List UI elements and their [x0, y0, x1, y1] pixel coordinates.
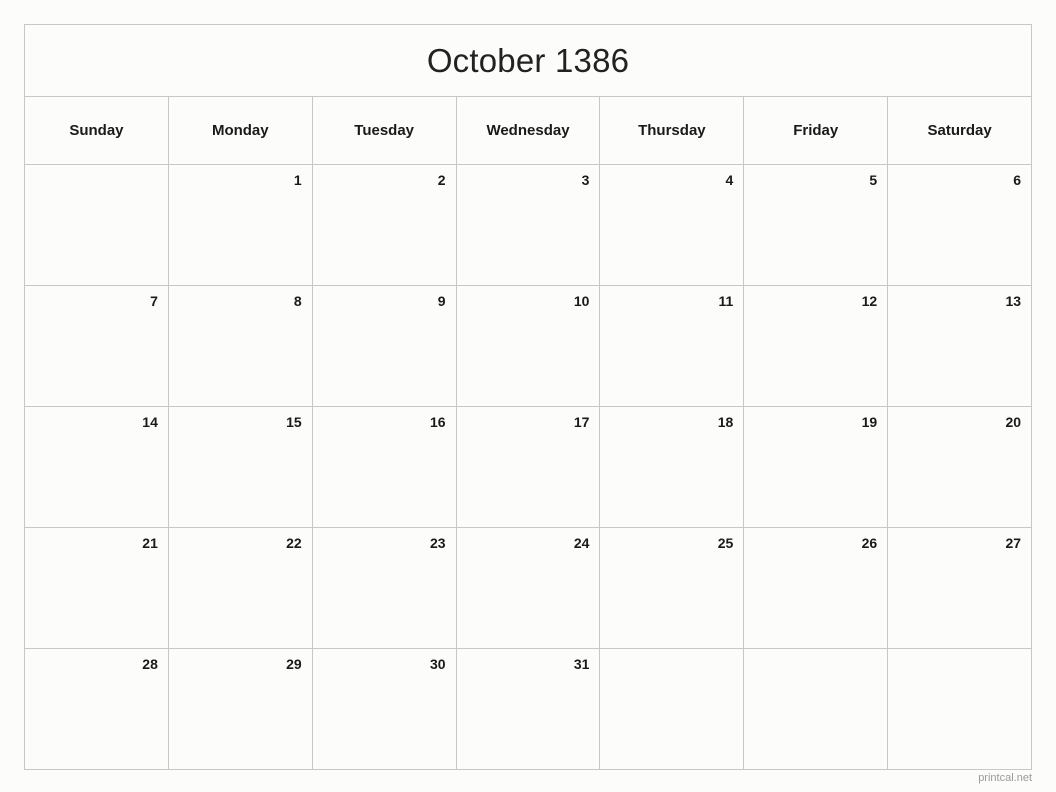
calendar-day-cell[interactable]	[25, 286, 169, 406]
day-number: 28	[142, 656, 158, 672]
day-number: 12	[861, 293, 878, 309]
day-number: 27	[1005, 535, 1022, 551]
calendar-day-cell[interactable]	[744, 649, 888, 769]
day-number: 5	[869, 172, 878, 188]
calendar-day-cell[interactable]	[888, 165, 1031, 285]
calendar-day-cell[interactable]	[744, 528, 888, 648]
calendar-week-row	[25, 528, 1031, 649]
day-number: 3	[581, 172, 590, 188]
calendar-week-row	[25, 286, 1031, 407]
day-number: 30	[430, 656, 446, 672]
day-number: 21	[142, 535, 158, 551]
day-number: 23	[430, 535, 446, 551]
day-number: 14	[142, 414, 158, 430]
calendar-day-cell[interactable]	[169, 407, 313, 527]
day-number: 7	[150, 293, 158, 309]
calendar-day-cell[interactable]	[25, 165, 169, 285]
calendar-day-cell[interactable]	[888, 407, 1031, 527]
day-number: 19	[861, 414, 878, 430]
calendar-day-cell[interactable]	[600, 286, 744, 406]
calendar-day-cell[interactable]	[457, 649, 601, 769]
calendar-day-cell[interactable]	[888, 286, 1031, 406]
day-number: 20	[1005, 414, 1022, 430]
weekday-header-wednesday: Wednesday	[457, 97, 601, 164]
calendar-day-cell[interactable]	[25, 649, 169, 769]
calendar-day-cell[interactable]	[600, 528, 744, 648]
weekday-header-saturday: Saturday	[888, 97, 1031, 164]
day-number: 16	[430, 414, 446, 430]
calendar-day-cell[interactable]	[600, 407, 744, 527]
calendar-day-cell[interactable]	[457, 286, 601, 406]
day-number: 24	[573, 535, 590, 551]
calendar-day-cell[interactable]	[457, 407, 601, 527]
weekday-header-monday: Monday	[169, 97, 313, 164]
calendar-day-cell[interactable]	[313, 286, 457, 406]
day-number: 11	[718, 293, 734, 309]
day-number: 10	[573, 293, 590, 309]
calendar-day-cell[interactable]	[888, 649, 1031, 769]
calendar-day-cell[interactable]	[313, 407, 457, 527]
calendar-day-cell[interactable]	[169, 165, 313, 285]
calendar-day-cell[interactable]	[169, 286, 313, 406]
calendar-day-cell[interactable]	[313, 528, 457, 648]
day-number: 17	[573, 414, 590, 430]
calendar-title-row	[25, 25, 1031, 97]
site-credit: printcal.net	[978, 772, 1032, 784]
day-number: 26	[861, 535, 878, 551]
day-number: 31	[573, 656, 590, 672]
day-number: 22	[286, 535, 302, 551]
day-number: 13	[1005, 293, 1022, 309]
calendar-day-cell[interactable]	[600, 649, 744, 769]
weekday-header-sunday: Sunday	[25, 97, 169, 164]
day-number: 2	[437, 172, 446, 188]
day-number: 6	[1013, 172, 1022, 188]
day-number: 4	[725, 172, 734, 188]
calendar-day-cell[interactable]	[744, 407, 888, 527]
calendar-day-cell[interactable]	[25, 407, 169, 527]
calendar-day-cell[interactable]	[313, 649, 457, 769]
day-number: 9	[437, 293, 446, 309]
calendar-day-cell[interactable]	[744, 286, 888, 406]
day-number: 18	[717, 414, 734, 430]
day-number: 1	[293, 172, 302, 188]
calendar-day-cell[interactable]	[25, 528, 169, 648]
calendar-day-cell[interactable]	[313, 165, 457, 285]
calendar-day-cell[interactable]	[600, 165, 744, 285]
calendar-table	[24, 24, 1032, 770]
day-number: 15	[286, 414, 302, 430]
weekday-header-row	[25, 97, 1031, 165]
calendar-day-cell[interactable]	[457, 165, 601, 285]
day-number: 8	[293, 293, 302, 309]
calendar-day-cell[interactable]	[169, 649, 313, 769]
weekday-header-thursday: Thursday	[600, 97, 744, 164]
calendar-day-cell[interactable]	[744, 165, 888, 285]
day-number: 25	[717, 535, 734, 551]
calendar-week-row	[25, 649, 1031, 770]
calendar-day-cell[interactable]	[888, 528, 1031, 648]
calendar-week-row	[25, 165, 1031, 286]
page-title: October 1386	[426, 41, 630, 79]
weekday-header-tuesday: Tuesday	[313, 97, 457, 164]
calendar-day-cell[interactable]	[457, 528, 601, 648]
calendar-week-row	[25, 407, 1031, 528]
day-number: 29	[286, 656, 302, 672]
weekday-header-friday: Friday	[744, 97, 888, 164]
calendar-day-cell[interactable]	[169, 528, 313, 648]
